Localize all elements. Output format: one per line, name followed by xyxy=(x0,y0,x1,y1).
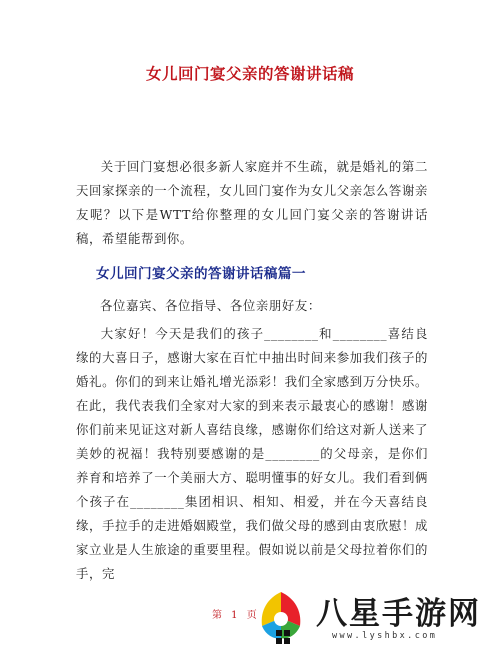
greeting-line: 各位嘉宾、各位指导、各位亲朋好友： xyxy=(100,298,321,313)
intro-paragraph: 关于回门宴想必很多新人家庭并不生疏，就是婚礼的第二天回家探亲的一个流程，女儿回门宴作为女儿父亲怎么答谢亲友呢？以下是WTT给你整理的女儿回门宴父亲的答谢讲话稿，希望能帮到你。 xyxy=(76,159,428,246)
section-heading: 女儿回门宴父亲的答谢讲话稿篇一 xyxy=(96,266,306,282)
grid-icon xyxy=(276,630,290,644)
watermark-brand: 八星手游网 xyxy=(316,596,481,632)
watermark-url[interactable]: www.lyshbx.com xyxy=(332,631,438,641)
document-title: 女儿回门宴父亲的答谢讲话稿 xyxy=(145,65,354,83)
body-paragraph: 大家好！今天是我们的孩子________和________喜结良缘的大喜日子，感谢大家在百忙中抽出时间来参加我们孩子的婚礼。你们的到来让婚礼增光添彩！我们全家感到万分快乐。在此，我代表我们全家对大家的到来表示最衷心的感谢！感谢你们前来见证这对新人喜结良缘，感谢你们给这对新人送来了美妙的祝福！我特别要感谢的是________的父母亲，是你们养育和培养了一个美丽大方、聪明懂事的好女儿。我们看到俩个孩子在________集团相识、相知、相爱，并在今天喜结良缘，手拉手的走进婚姻殿堂，我们做父母的感到由衷欣慰！成家立业是人生旅途的重要里程。假如说以前是父母拉着你们的手，完 xyxy=(76,326,428,581)
page-number: 第 1 页 xyxy=(212,610,260,621)
